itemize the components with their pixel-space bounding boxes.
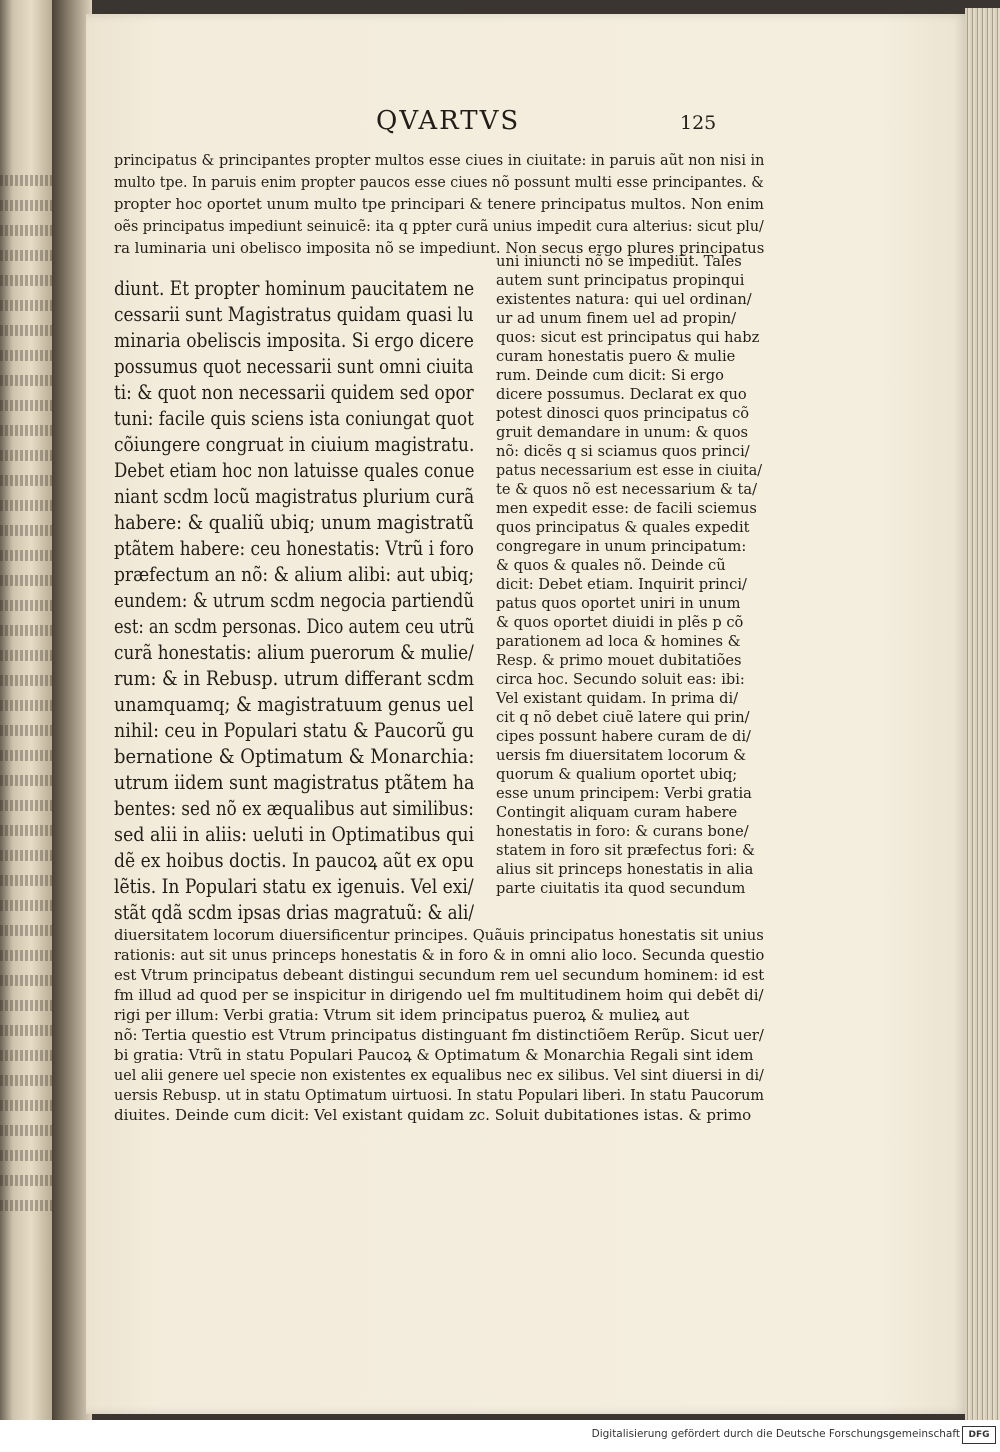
text-line: esse unum principem: Verbi gratia (496, 785, 752, 802)
text-line: possumus quot necessarii sunt omni ciuita (114, 355, 474, 378)
text-line: tuni: facile quis sciens ista coniungat quot (114, 407, 474, 430)
text-line: fm illud ad quod per se inspicitur in dirigendo uel fm multitudinem hoim qui debẽt di/ (114, 986, 764, 1004)
text-line: gruit demandare in unum: & quos (496, 424, 749, 441)
text-line: ptãtem habere: ceu honestatis: Vtrũ i foro (114, 537, 474, 560)
footer-credit: Digitalisierung gefördert durch die Deutsche Forschungsgemeinschaft (591, 1428, 960, 1440)
text-line: quos: sicut est principatus qui habz (496, 329, 760, 346)
text-line: principatus & principantes propter multos esse ciues in ciuitate: in paruis aũt non nisi in (114, 151, 765, 169)
text-line: statem in foro sit præfectus fori: & (496, 842, 756, 859)
text-line: dicit: Debet etiam. Inquirit princi/ (496, 576, 747, 593)
text-line: quos principatus & quales expedit (496, 519, 750, 536)
text-line: diuersitatem locorum diuersificentur principes. Quãuis principatus honestatis sit unius (114, 926, 764, 944)
text-line: dicere possumus. Declarat ex quo (496, 386, 747, 403)
text-line: circa hoc. Secundo soluit eas: ibi: (496, 671, 745, 688)
text-line: ra luminaria uni obelisco imposita nõ se impediunt. Non secus ergo plures principatus (114, 239, 765, 257)
text-line: patus necessarium est esse in ciuita/ (496, 462, 763, 479)
text-line: unamquamq; & magistratuum genus uel (114, 693, 474, 716)
text-line: cõiungere congruat in ciuium magistratu. (114, 433, 475, 456)
text-line: utrum iidem sunt magistratus ptãtem ha (114, 771, 475, 794)
text-line: curã honestatis: alium puerorum & mulie/ (114, 641, 474, 664)
text-line: rum. Deinde cum dicit: Si ergo (496, 367, 724, 384)
text-line: cit q nõ debet ciuẽ latere qui prin/ (496, 709, 750, 726)
text-line: patus quos oportet uniri in unum (496, 595, 741, 612)
text-line: uni iniuncti nõ se impediũt. Tales (496, 253, 742, 270)
text-line: honestatis in foro: & curans bone/ (496, 823, 749, 840)
text-line: rationis: aut sit unus princeps honestatis & in foro & in omni alio loco. Secunda questio (114, 946, 765, 964)
text-line: nõ: Tertia questio est Vtrum principatus distinguant fm distinctiõem Rerũp. Sicut uer/ (114, 1026, 764, 1044)
text-line: men expedit esse: de facili sciemus (496, 500, 757, 517)
text-line: alius sit princeps honestatis in alia (496, 861, 754, 878)
text-line: est Vtrum principatus debeant distingui secundum rem uel secundum hominem: id est (114, 966, 765, 984)
text-line: potest dinosci quos principatus cõ (496, 405, 750, 422)
page-edges (965, 8, 1000, 1420)
text-line: te & quos nõ est necessarium & ta/ (496, 481, 758, 498)
text-line: rigi per illum: Verbi gratia: Vtrum sit idem principatus pueroꝝ & mulieꝝ aut (114, 1006, 690, 1024)
text-line: ti: & quot non necessarii quidem sed opor (114, 381, 474, 404)
text-line: parte ciuitatis ita quod secundum (496, 880, 746, 897)
text-line: diuites. Deinde cum dicit: Vel existant quidam zc. Soluit dubitationes istas. & primo (114, 1106, 752, 1124)
text-line: curam honestatis puero & mulie (496, 348, 736, 365)
text-line: oẽs principatus impediunt seinuicẽ: ita q ppter curã unius impedit cura alterius: sicut plu/ (114, 217, 764, 235)
text-line: Debet etiam hoc non latuisse quales conue (114, 459, 475, 482)
text-line: bentes: sed nõ ex æqualibus aut similibus: (114, 797, 474, 820)
text-line: parationem ad loca & homines & (496, 633, 741, 650)
text-line: uel alii genere uel specie non existentes ex equalibus nec ex silibus. Vel sint diuersi in di/ (114, 1066, 764, 1084)
text-line: Resp. & primo mouet dubitatiões (496, 652, 742, 669)
text-line: cipes possunt habere curam de di/ (496, 728, 751, 745)
text-line: Contingit aliquam curam habere (496, 804, 738, 821)
facing-page-fragment (0, 0, 52, 1420)
text-line: Vel existant quidam. In prima di/ (496, 690, 739, 707)
dfg-logo: DFG (962, 1426, 996, 1444)
text-line: nõ: dicẽs q si sciamus quos princi/ (496, 443, 750, 460)
text-line: est: an scdm personas. Dico autem ceu utrũ (114, 615, 475, 638)
text-line: dẽ ex hoibus doctis. In paucoꝝ aũt ex opu (114, 849, 475, 872)
text-line: ur ad unum finem uel ad propin/ (496, 310, 737, 327)
text-line: uersis fm diuersitatem locorum & (496, 747, 747, 764)
text-line: rum: & in Rebusp. utrum differant scdm (114, 667, 475, 690)
text-line: nihil: ceu in Populari statu & Paucorũ gu (114, 719, 475, 742)
text-line: sed alii in aliis: ueluti in Optimatibus qui (114, 823, 475, 846)
running-head: QVARTVS (376, 106, 521, 136)
text-line: multo tpe. In paruis enim propter paucos esse ciues nõ possunt multi esse principantes. & (114, 173, 764, 191)
text-line: præfectum an nõ: & alium alibi: aut ubiq; (114, 563, 475, 586)
text-line: & quos oportet diuidi in plẽs p cõ (496, 614, 744, 631)
text-line: cessarii sunt Magistratus quidam quasi lu (114, 303, 474, 326)
text-line: existentes natura: qui uel ordinan/ (496, 291, 752, 308)
text-line: diunt. Et propter hominum paucitatem ne (114, 277, 475, 300)
text-line: eundem: & utrum scdm negocia partiendũ (114, 589, 475, 612)
text-line: stãt qdã scdm ipsas drias magratuũ: & ali/ (114, 901, 474, 924)
text-line: niant scdm locũ magistratus plurium curã (114, 485, 475, 508)
text-line: lẽtis. In Populari statu ex igenuis. Vel exi/ (114, 875, 474, 898)
text-line: minaria obeliscis imposita. Si ergo dicere (114, 329, 474, 352)
text-line: propter hoc oportet unum multo tpe principari & tenere principatus multos. Non enim (114, 195, 764, 213)
text-line: congregare in unum principatum: (496, 538, 747, 555)
folio-number: 125 (680, 112, 717, 134)
text-line: bi gratia: Vtrũ in statu Populari Paucoꝝ & Optimatum & Monarchia Regali sint idem (114, 1046, 754, 1064)
text-line: uersis Rebusp. ut in statu Optimatum uirtuosi. In statu Populari liberi. In statu Paucorum (114, 1086, 765, 1104)
text-line: quorum & qualium oportet ubiq; (496, 766, 738, 783)
text-line: autem sunt principatus propinqui (496, 272, 745, 289)
text-line: & quos & quales nõ. Deinde cũ (496, 557, 726, 574)
text-line: bernatione & Optimatum & Monarchia: (114, 745, 475, 768)
text-line: habere: & qualiũ ubiq; unum magistratũ (114, 511, 474, 534)
